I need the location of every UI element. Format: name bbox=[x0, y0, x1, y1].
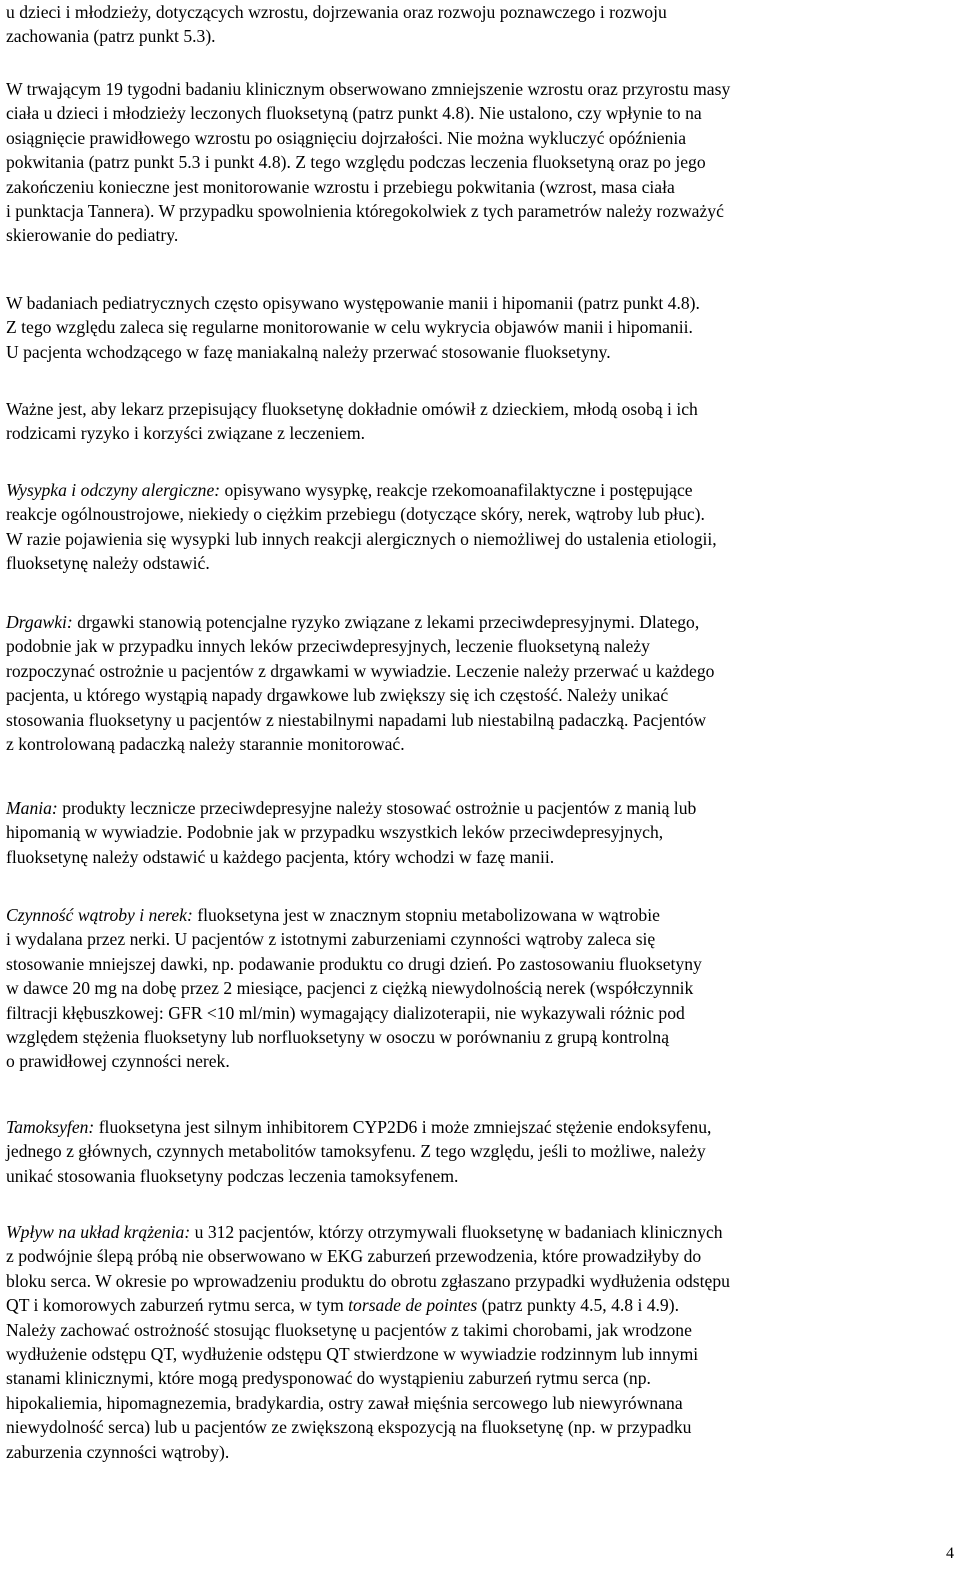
text-line bbox=[6, 1220, 730, 1244]
text-line: pacjenta, u którego wystąpią napady drgawkowe lub zwiększy się ich częstość. Należy unikać bbox=[6, 685, 669, 706]
text-line: podobnie jak w przypadku innych leków przeciwdepresyjnych, leczenie fluoksetyną należy bbox=[6, 636, 650, 657]
text-line: i punktacja Tannera). W przypadku spowolnienia któregokolwiek z tych parametrów należy rozważyć bbox=[6, 201, 724, 222]
text-line: W badaniach pediatrycznych często opisywano występowanie manii i hipomanii (patrz punkt 4.8). bbox=[6, 293, 700, 313]
text-line: Ważne jest, aby lekarz przepisujący fluoksetynę dokładnie omówił z dzieckiem, młodą osobą i ich bbox=[6, 399, 698, 419]
text-line: zachowania (patrz punkt 5.3). bbox=[6, 26, 216, 47]
text-line: u dzieci i młodzieży, dotyczących wzrostu, dojrzewania oraz rozwoju poznawczego i rozwoju bbox=[6, 2, 667, 22]
text-line: fluoksetynę należy odstawić u każdego pacjenta, który wchodzi w fazę manii. bbox=[6, 846, 555, 867]
text-line: zakończeniu konieczne jest monitorowanie wzrostu i przebiegu pokwitania (wzrost, masa ciała bbox=[6, 176, 675, 197]
paragraph-growth-study bbox=[6, 77, 730, 248]
text-line: i wydalana przez nerki. U pacjentów z istotnymi zaburzeniami czynności wątroby zaleca się bbox=[6, 929, 656, 950]
text-line: unikać stosowania fluoksetyny podczas leczenia tamoksyfenem. bbox=[6, 1165, 459, 1186]
text-line: pokwitania (patrz punkt 5.3 i punkt 4.8). Z tego względu podczas leczenia fluoksetyną oraz po jego bbox=[6, 152, 706, 173]
paragraph-tamoxifen bbox=[6, 1115, 711, 1188]
text-line: z kontrolowaną padaczką należy starannie monitorować. bbox=[6, 734, 405, 755]
text-line: jednego z głównych, czynnych metabolitów tamoksyfenu. Z tego względu, jeśli to możliwe, należy bbox=[6, 1141, 706, 1162]
text-line bbox=[6, 478, 717, 502]
text-line: Należy zachować ostrożność stosując fluoksetynę u pacjentów z takimi chorobami, jak wrodzone bbox=[6, 1319, 692, 1340]
text-line: rozpoczynać ostrożnie u pacjentów z drgawkami w wywiadzie. Leczenie należy przerwać u każdego bbox=[6, 660, 715, 681]
text-line: wydłużenie odstępu QT, wydłużenie odstępu QT stwierdzone w wywiadzie rodzinnym lub innymi bbox=[6, 1344, 699, 1365]
text-fragment: fluoksetyna jest w znacznym stopniu metabolizowana w wątrobie bbox=[192, 905, 660, 925]
text-line: skierowanie do pediatry. bbox=[6, 225, 179, 246]
text-line: reakcje ogólnoustrojowe, niekiedy o ciężkim przebiegu (dotyczące skóry, nerek, wątroby lub płuc). bbox=[6, 504, 705, 525]
text-fragment: QT i komorowych zaburzeń rytmu serca, w tym bbox=[6, 1295, 349, 1316]
paragraph-rash-allergy bbox=[6, 478, 717, 576]
text-line: ciała u dzieci i młodzieży leczonych fluoksetyną (patrz punkt 4.8). Nie ustalono, czy wpłynie to na bbox=[6, 103, 702, 124]
text-fragment: (patrz punkty 4.5, 4.8 i 4.9). bbox=[477, 1295, 679, 1316]
text-line: zaburzenia czynności wątroby). bbox=[6, 1441, 230, 1462]
paragraph-seizures bbox=[6, 610, 714, 756]
text-line: niewydolność serca) lub u pacjentów ze zwiększoną ekspozycją na fluoksetynę (np. w przypadku bbox=[6, 1417, 692, 1438]
paragraph-mania bbox=[6, 796, 696, 869]
text-line bbox=[6, 1293, 730, 1317]
section-heading: Tamoksyfen: bbox=[6, 1117, 95, 1137]
text-fragment: drgawki stanowią potencjalne ryzyko związane z lekami przeciwdepresyjnymi. Dlatego, bbox=[72, 612, 700, 632]
text-line: hipokaliemia, hipomagnezemia, bradykardia, ostry zawał mięśnia sercowego lub niewyrównana bbox=[6, 1392, 683, 1413]
paragraph-cardiovascular bbox=[6, 1220, 730, 1464]
text-line bbox=[6, 796, 696, 820]
text-line: osiągnięcie prawidłowego wzrostu po osiągnięciu dojrzałości. Nie można wykluczyć opóźnienia bbox=[6, 127, 687, 148]
text-line: stosowanie mniejszej dawki, np. podawanie produktu co drugi dzień. Po zastosowaniu fluoksetyny bbox=[6, 953, 702, 974]
text-line: o prawidłowej czynności nerek. bbox=[6, 1051, 230, 1072]
paragraph-important bbox=[6, 397, 698, 446]
section-heading: Czynność wątroby i nerek: bbox=[6, 905, 193, 925]
text-line bbox=[6, 903, 702, 927]
text-line: stanami klinicznymi, które mogą predysponować do wystąpieniu zaburzeń rytmu serca (np. bbox=[6, 1368, 651, 1389]
paragraph-intro bbox=[6, 0, 667, 49]
section-heading: Drgawki: bbox=[6, 612, 73, 632]
text-line: w dawce 20 mg na dobę przez 2 miesiące, pacjenci z ciężką niewydolnością nerek (współczynnik bbox=[6, 978, 694, 999]
text-line: rodzicami ryzyko i korzyści związane z leczeniem. bbox=[6, 423, 366, 444]
text-line: względem stężenia fluoksetyny lub norfluoksetyny w osoczu w porównaniu z grupą kontrolną bbox=[6, 1027, 670, 1048]
text-line: U pacjenta wchodzącego w fazę maniakalną należy przerwać stosowanie fluoksetyny. bbox=[6, 341, 611, 362]
text-line: z podwójnie ślepą próbą nie obserwowano w EKG zaburzeń przewodzenia, które prowadziłyby do bbox=[6, 1246, 702, 1267]
paragraph-liver-kidney bbox=[6, 903, 702, 1074]
text-line: W razie pojawienia się wysypki lub innych reakcji alergicznych o niemożliwej do ustalenia etiologii, bbox=[6, 528, 717, 549]
text-line: Z tego względu zaleca się regularne monitorowanie w celu wykrycia objawów manii i hipomanii. bbox=[6, 317, 693, 338]
paragraph-pediatric-mania bbox=[6, 291, 700, 364]
section-heading: Wysypka i odczyny alergiczne: bbox=[6, 480, 221, 500]
text-line: fluoksetynę należy odstawić. bbox=[6, 553, 210, 574]
text-fragment: produkty lecznicze przeciwdepresyjne należy stosować ostrożnie u pacjentów z manią lub bbox=[57, 798, 697, 818]
section-heading: Mania: bbox=[6, 798, 58, 818]
italic-term: torsade de pointes bbox=[348, 1295, 478, 1316]
text-line bbox=[6, 1115, 711, 1139]
text-line bbox=[6, 610, 714, 634]
text-fragment: fluoksetyna jest silnym inhibitorem CYP2D6 i może zmniejszać stężenie endoksyfenu, bbox=[94, 1117, 712, 1137]
text-fragment: opisywano wysypkę, reakcje rzekomoanafilaktyczne i postępujące bbox=[220, 480, 693, 500]
text-line: hipomanią w wywiadzie. Podobnie jak w przypadku wszystkich leków przeciwdepresyjnych, bbox=[6, 822, 664, 843]
text-fragment: u 312 pacjentów, którzy otrzymywali fluoksetynę w badaniach klinicznych bbox=[190, 1222, 723, 1242]
text-line: W trwającym 19 tygodni badaniu klinicznym obserwowano zmniejszenie wzrostu oraz przyrostu masy bbox=[6, 79, 731, 99]
text-line: bloku serca. W okresie po wprowadzeniu produktu do obrotu zgłaszano przypadki wydłużenia odstępu bbox=[6, 1270, 730, 1291]
section-heading: Wpływ na układ krążenia: bbox=[6, 1222, 191, 1242]
page-number: 4 bbox=[946, 1545, 954, 1562]
text-line: stosowania fluoksetyny u pacjentów z niestabilnymi napadami lub niestabilną padaczką. Pacjentów bbox=[6, 709, 707, 730]
text-line: filtracji kłębuszkowej: GFR <10 ml/min) wymagający dializoterapii, nie wykazywali różnic pod bbox=[6, 1002, 685, 1023]
